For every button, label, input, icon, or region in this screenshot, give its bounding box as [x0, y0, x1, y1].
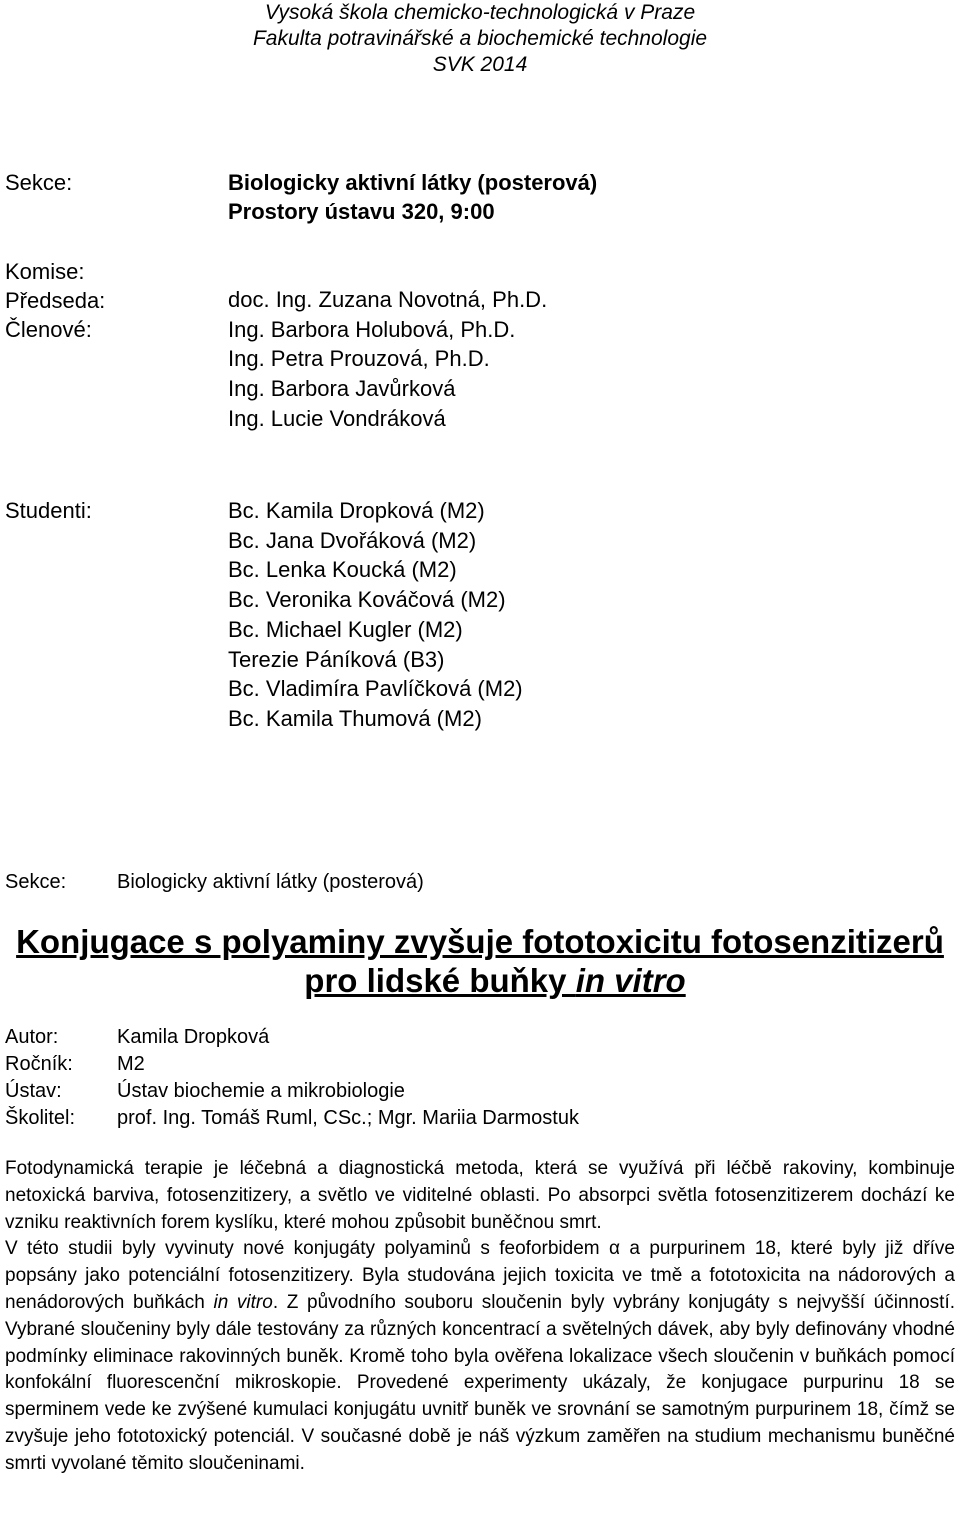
committee-member: Ing. Lucie Vondráková [228, 405, 446, 431]
abstract-paragraph: Fotodynamická terapie je léčebná a diagnostická metoda, která se využívá při léčbě rakoviny, kombinuje netoxická barviva, fotosenzitizery, a světlo ve viditelné oblasti. Po absorpci světla fotosenzitizerem dochází ke vzniku reaktivních forem kyslíku, které mohou způsobit buněčnou smrt. [5, 1158, 955, 1233]
student-item: Terezie Páníková (B3) [228, 646, 445, 672]
abstract-title-text: pro lidské buňky [304, 962, 576, 999]
students-label: Studenti: [5, 498, 92, 523]
abstract-title-line2 [0, 961, 960, 1000]
chair-label: Předseda: [5, 288, 106, 313]
supervisor-value: prof. Ing. Tomáš Ruml, CSc.; Mgr. Mariia Darmostuk [117, 1107, 579, 1129]
abstract-section-label: Sekce: [5, 871, 67, 893]
faculty-name: Fakulta potravinářské a biochemické technologie [252, 27, 708, 50]
institute-value: Ústav biochemie a mikrobiologie [117, 1080, 405, 1102]
members-label: Členové: [5, 317, 92, 342]
abstract-paragraph [5, 1236, 955, 1477]
student-item: Bc. Veronika Kováčová (M2) [228, 587, 506, 613]
students-list [228, 496, 523, 734]
abstract-text: . Z původního souboru sloučenin byly vybrány konjugáty s nejvyšší účinností. Vybrané sloučeniny byly dále testovány za různých koncentrací a světelných dávek, aby byly definovány vhodné podmínky eliminace rakovinných buněk. Kromě toho byla ověřena lokalizace všech sloučenin v buňkách pomocí konfokální fluorescenční mikroskopie. Provedené experimenty ukázaly, že konjugace purpurinu 18 se sperminem vede ke zvýšené kumulaci konjugátu uvnitř buněk ve srovnání se samotným purpurinem 18, čímž se zvyšuje jeho fototoxický potenciál. V současné době je náš výzkum zaměřen na studium mechanismu buněčné smrti vyvolané těmito sloučeninami. [5, 1291, 956, 1474]
author-name: Kamila Dropková [117, 1026, 270, 1048]
section-label: Sekce: [5, 170, 73, 195]
student-item: Bc. Kamila Dropková (M2) [228, 498, 485, 523]
abstract-title-italic: in vitro [575, 962, 686, 999]
committee-member: Ing. Barbora Javůrková [228, 376, 456, 402]
abstract-text-italic: in vitro [213, 1291, 273, 1313]
student-item: Bc. Vladimíra Pavlíčková (M2) [228, 676, 523, 702]
student-item: Bc. Michael Kugler (M2) [228, 616, 463, 642]
section-name: Biologicky aktivní látky (posterová) [228, 170, 598, 195]
committee-chair: doc. Ing. Zuzana Novotná, Ph.D. [228, 287, 548, 312]
student-item: Bc. Jana Dvořáková (M2) [228, 527, 477, 553]
committee-list [228, 285, 547, 434]
committee-member: Ing. Petra Prouzová, Ph.D. [228, 346, 490, 372]
committee-label: Komise: [5, 259, 85, 284]
abstract-text: V této studii byly vyvinuty nové konjugáty polyaminů s feoforbidem α a purpurinem 18, které byly již dříve popsány jako potenciální fotosenzitizery. Byla studována jejich toxicita ve tmě a fototoxicita na nádorových a nenádorových buňkách [5, 1238, 955, 1313]
university-name: Vysoká škola chemicko-technologická v Praze [264, 1, 696, 24]
abstract-section-name: Biologicky aktivní látky (posterová) [117, 871, 424, 893]
section-location: Prostory ústavu 320, 9:00 [228, 199, 495, 224]
student-item: Bc. Lenka Koucká (M2) [228, 557, 457, 583]
year-value: M2 [117, 1053, 145, 1075]
author-label: Autor: [5, 1026, 59, 1048]
abstract-body [5, 1156, 955, 1478]
abstract-title-line1: Konjugace s polyaminy zvyšuje fototoxicitu fotosenzitizerů [16, 923, 944, 960]
institute-label: Ústav: [5, 1080, 62, 1102]
year-label: Ročník: [5, 1053, 73, 1075]
student-item: Bc. Kamila Thumová (M2) [228, 705, 482, 731]
committee-member: Ing. Barbora Holubová, Ph.D. [228, 316, 516, 342]
conference-name: SVK 2014 [432, 53, 528, 76]
supervisor-label: Školitel: [5, 1107, 76, 1129]
